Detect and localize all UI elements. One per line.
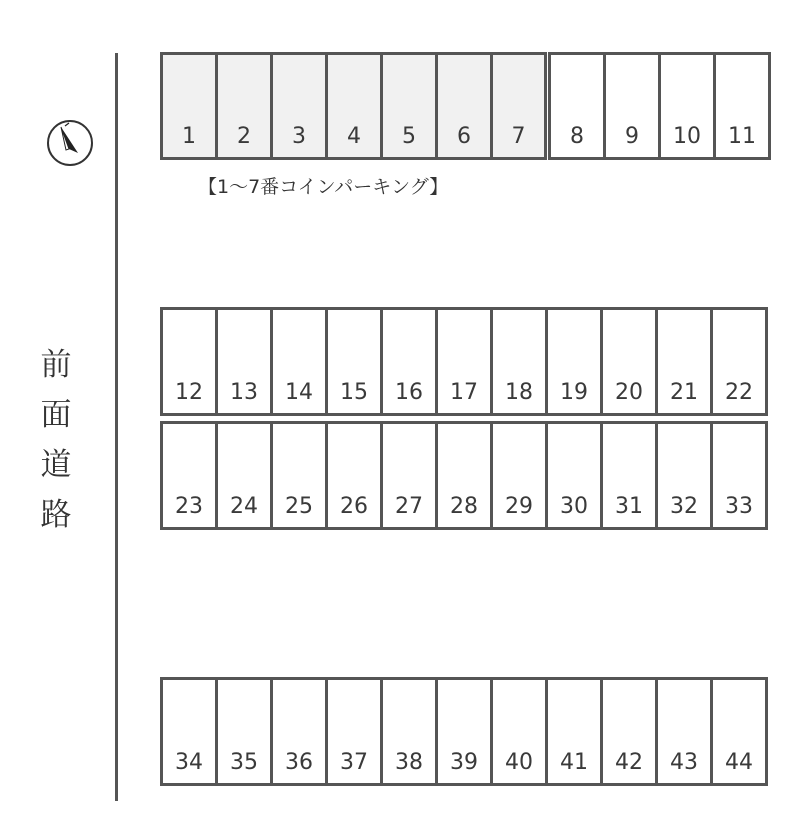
parking-space-24 (215, 421, 273, 530)
parking-space-number: 1 (182, 124, 196, 149)
parking-space-26 (325, 421, 383, 530)
parking-space-number: 19 (560, 380, 588, 405)
parking-space-number: 30 (560, 494, 588, 519)
parking-space-number: 22 (725, 380, 753, 405)
parking-space-30 (545, 421, 603, 530)
parking-space-number: 10 (673, 124, 701, 149)
parking-space-number: 21 (670, 380, 698, 405)
parking-space-number: 28 (450, 494, 478, 519)
parking-space-number: 2 (237, 124, 251, 149)
front-road-label: 前 面 道 路 (40, 347, 72, 533)
parking-space-number: 44 (725, 750, 753, 775)
parking-space-40 (490, 677, 548, 786)
parking-space-number: 5 (402, 124, 416, 149)
parking-space-36 (270, 677, 328, 786)
parking-space-number: 24 (230, 494, 258, 519)
parking-space-38 (380, 677, 438, 786)
parking-space-9 (603, 52, 661, 160)
parking-space-number: 26 (340, 494, 368, 519)
parking-space-6 (435, 52, 493, 160)
parking-space-number: 11 (728, 124, 756, 149)
parking-space-5 (380, 52, 438, 160)
parking-space-12 (160, 307, 218, 416)
parking-space-1 (160, 52, 218, 160)
parking-space-number: 3 (292, 124, 306, 149)
coin-parking-label: 【1～7番コインパーキング】 (198, 176, 449, 198)
parking-space-29 (490, 421, 548, 530)
parking-space-2 (215, 52, 273, 160)
parking-space-number: 34 (175, 750, 203, 775)
parking-space-25 (270, 421, 328, 530)
north-arrow-icon (45, 118, 95, 168)
parking-space-44 (710, 677, 768, 786)
parking-space-number: 37 (340, 750, 368, 775)
parking-space-31 (600, 421, 658, 530)
parking-space-8 (548, 52, 606, 160)
parking-space-number: 27 (395, 494, 423, 519)
parking-space-41 (545, 677, 603, 786)
parking-space-number: 12 (175, 380, 203, 405)
parking-space-32 (655, 421, 713, 530)
parking-space-10 (658, 52, 716, 160)
parking-space-number: 38 (395, 750, 423, 775)
parking-space-number: 9 (625, 124, 639, 149)
parking-space-7 (490, 52, 547, 160)
parking-space-number: 39 (450, 750, 478, 775)
parking-space-37 (325, 677, 383, 786)
parking-space-number: 42 (615, 750, 643, 775)
parking-space-number: 6 (457, 124, 471, 149)
front-road-line (115, 53, 118, 801)
parking-space-18 (490, 307, 548, 416)
parking-space-34 (160, 677, 218, 786)
parking-space-42 (600, 677, 658, 786)
parking-space-number: 36 (285, 750, 313, 775)
parking-space-number: 43 (670, 750, 698, 775)
parking-space-number: 13 (230, 380, 258, 405)
parking-space-4 (325, 52, 383, 160)
parking-space-17 (435, 307, 493, 416)
parking-space-35 (215, 677, 273, 786)
parking-space-33 (710, 421, 768, 530)
parking-space-number: 25 (285, 494, 313, 519)
parking-space-43 (655, 677, 713, 786)
parking-space-number: 35 (230, 750, 258, 775)
parking-space-number: 23 (175, 494, 203, 519)
parking-space-19 (545, 307, 603, 416)
parking-space-3 (270, 52, 328, 160)
parking-space-number: 16 (395, 380, 423, 405)
parking-space-number: 29 (505, 494, 533, 519)
parking-space-27 (380, 421, 438, 530)
parking-space-15 (325, 307, 383, 416)
parking-space-number: 7 (511, 124, 526, 149)
parking-space-number: 18 (505, 380, 533, 405)
parking-space-28 (435, 421, 493, 530)
parking-space-number: 40 (505, 750, 533, 775)
parking-space-20 (600, 307, 658, 416)
parking-space-number: 14 (285, 380, 313, 405)
parking-space-23 (160, 421, 218, 530)
parking-space-number: 33 (725, 494, 753, 519)
parking-space-22 (710, 307, 768, 416)
parking-space-number: 15 (340, 380, 368, 405)
parking-space-11 (713, 52, 771, 160)
parking-space-21 (655, 307, 713, 416)
parking-space-39 (435, 677, 493, 786)
parking-space-number: 41 (560, 750, 588, 775)
parking-space-14 (270, 307, 328, 416)
parking-space-13 (215, 307, 273, 416)
parking-space-number: 31 (615, 494, 643, 519)
parking-space-number: 20 (615, 380, 643, 405)
parking-space-number: 32 (670, 494, 698, 519)
parking-space-number: 4 (347, 124, 361, 149)
parking-space-16 (380, 307, 438, 416)
parking-space-number: 17 (450, 380, 478, 405)
parking-space-number: 8 (570, 124, 584, 149)
